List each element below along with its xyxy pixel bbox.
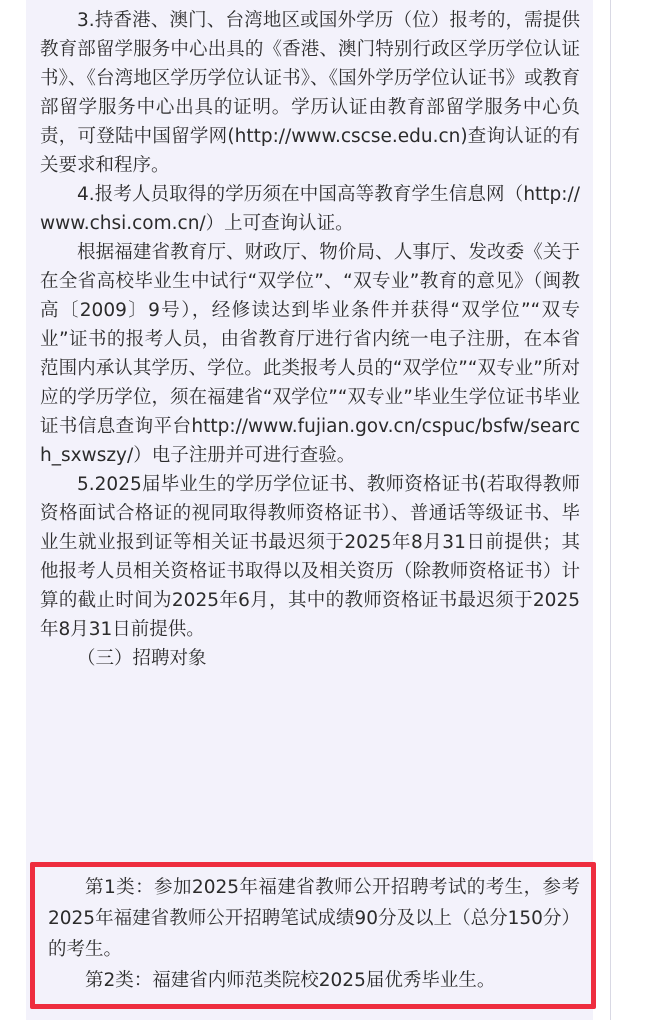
category-2-text: 第2类：福建省内师范类院校2025届优秀毕业生。 — [85, 970, 496, 991]
section-heading-recruitment-target: （三）招聘对象 — [77, 648, 207, 666]
scrollbar-track[interactable] — [610, 0, 611, 1020]
paragraph-chsi-verification: 4.报考人员取得的学历须在中国高等教育学生信息网（http://www.chsi.com.cn/）上可查询认证。 — [40, 184, 580, 234]
paragraph-foreign-degree: 3.持香港、澳门、台湾地区或国外学历（位）报考的，需提供教育部留学服务中心出具的《香港、澳门特别行政区学历学位认证书》、《台湾地区学历学位认证书》、《国外学历学位认证书》或教育部留学服务中心出具的证明。学历认证由教育部留学服务中心负责，可登陆中国留学网(http://www.cscse.edu.cn)查询认证的有关要求和程序。 — [40, 10, 580, 176]
category-1-text: 第1类：参加2025年福建省教师公开招聘考试的考生，参考2025年福建省教师公开招聘笔试成绩90分及以上（总分150分）的考生。 — [48, 877, 580, 960]
highlight-content — [48, 872, 580, 996]
document-body — [40, 6, 580, 666]
paragraph-double-degree: 根据福建省教育厅、财政厅、物价局、人事厅、发改委《关于在全省高校毕业生中试行“双学位”、“双专业”教育的意见》（闽教高〔2009〕9号），经修读达到毕业条件并获得“双学位”“双专业”证书的报考人员，由省教育厅进行省内统一电子注册，在本省范围内承认其学历、学位。此类报考人员的“双学位”“双专业”所对应的学历学位，须在福建省“双学位”“双专业”毕业生学位证书毕业证书信息查询平台http://www.fujian.gov.cn/cspuc/bsfw/search_sxwszy/）电子注册并可进行查验。 — [40, 242, 580, 466]
paragraph-certificate-deadline: 5.2025届毕业生的学历学位证书、教师资格证书(若取得教师资格面试合格证的视同取得教师资格证书）、普通话等级证书、毕业生就业报到证等相关证书最迟须于2025年8月31日前提供；其他报考人员相关资格证书取得以及相关资历（除教师资格证书）计算的截止时间为2025年6月，其中的教师资格证书最迟须于2025年8月31日前提供。 — [40, 474, 580, 640]
